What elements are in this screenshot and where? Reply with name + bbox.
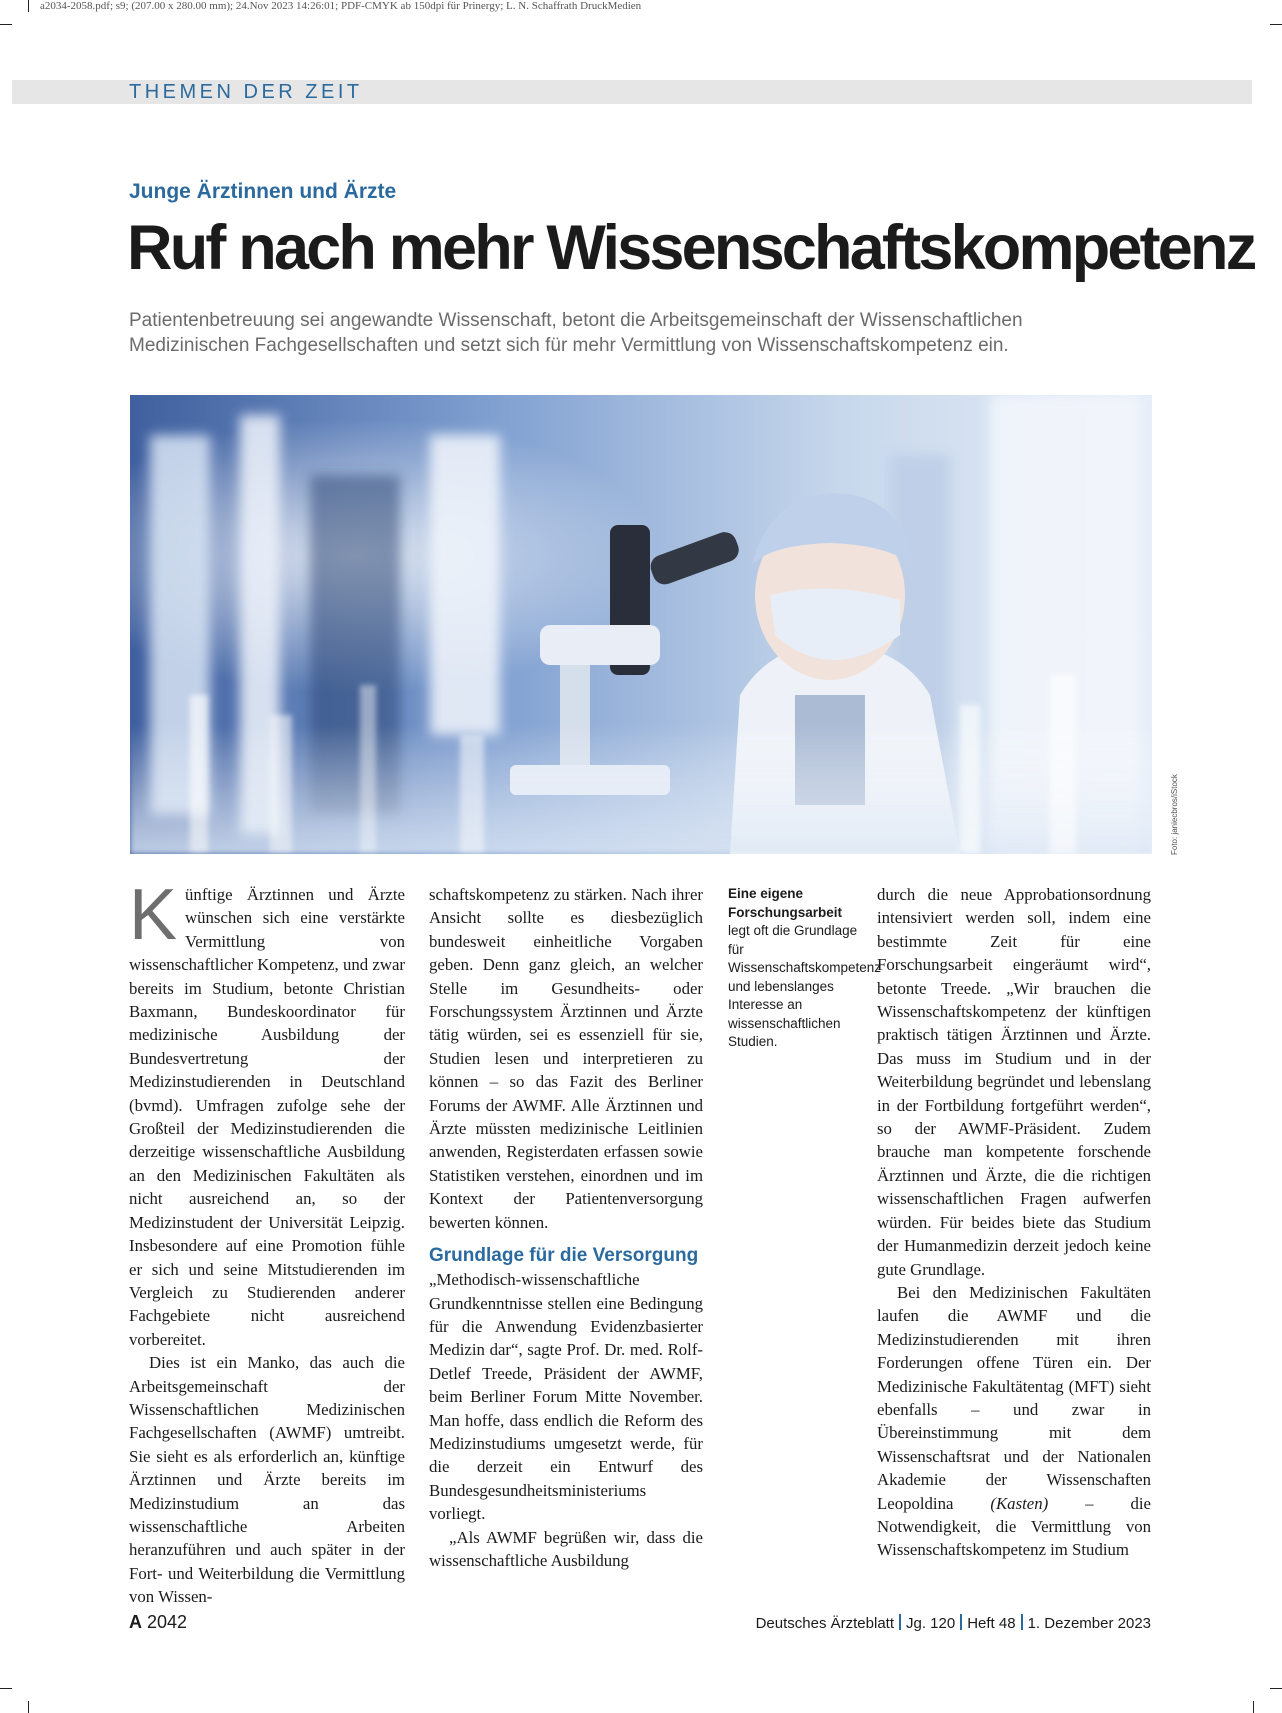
journal-issue: Heft 48 bbox=[967, 1615, 1016, 1632]
caption-text: legt oft die Grundlage für Wissenschaftskompetenz und lebenslanges Interesse an wissenschaftlichen Studien. bbox=[728, 923, 882, 1049]
print-slug: a2034-2058.pdf; s9; (207.00 x 280.00 mm); 24.Nov 2023 14:26:01; PDF-CMYK ab 150dpi für Prinergy; L. N. Schaffrath DruckMedien bbox=[40, 0, 642, 12]
body-paragraph: ünftige Ärztinnen und Ärzte wünschen sich eine verstärkte Vermittlung von wissenschaftlicher Kompetenz, und zwar bereits im Studium, betonte Christian Baxmann, Bundeskoordinator für medizinische Ausbildung der Bundesvertretung der Medizinstudierenden in Deutschland (bvmd). Umfragen zufolge sehe der Großteil der Medizinstudierenden die derzeitige wissenschaftliche Ausbildung an den Medizinischen Fakultäten als nicht ausreichend an, so der Medizinstudent der Universität Leipzig. Insbesondere auf eine Promotion fühle er sich und seine Mitstudierenden im Vergleich zu Studierenden anderer Fachgebiete nicht ausreichend vorbereitet. bbox=[129, 885, 405, 1349]
article-kicker: Junge Ärztinnen und Ärzte bbox=[129, 180, 397, 203]
section-label: THEMEN DER ZEIT bbox=[129, 81, 363, 103]
article-subhead: Grundlage für die Versorgung bbox=[429, 1245, 699, 1267]
article-column-1 bbox=[129, 875, 405, 1609]
journal-name: Deutsches Ärzteblatt bbox=[755, 1615, 894, 1632]
photo-credit: Foto: janiecbros/iStock bbox=[1170, 774, 1179, 855]
crop-mark bbox=[0, 1688, 12, 1689]
journal-volume: Jg. 120 bbox=[906, 1615, 956, 1632]
crop-mark bbox=[0, 24, 12, 25]
crop-mark bbox=[28, 1701, 29, 1713]
page-number: A 2042 bbox=[129, 1612, 188, 1632]
body-paragraph: durch die neue Approbationsordnung intensiviert werden soll, indem eine bestimmte Zeit für eine Forschungsarbeit eingeräumt wird“, betonte Treede. „Wir brauchen die Wissenschaftskompetenz der künftigen praktisch tätigen Ärztinnen und Ärzte. Das muss im Studium und in der Weiterbildung begründet und lebenslang in der Fortbildung fortgeführt werden“, so der AWMF-Präsident. Zudem brauche man kompetente forschende Ärztinnen und Ärzte, die die richtigen wissenschaftlichen Fragen aufwerfen würden. Für beides biete das Studium der Humanmedizin derzeit jedoch keine gute Grundlage. bbox=[877, 885, 1151, 1279]
article-column-3 bbox=[877, 883, 1151, 1562]
crop-mark bbox=[1270, 24, 1282, 25]
body-paragraph: Dies ist ein Manko, das auch die Arbeitsgemeinschaft der Wissenschaftlichen Medizinischen Fachgesellschaften (AWMF) umtreibt. Sie sieht es als erforderlich an, künftige Ärztinnen und Ärzte bereits im Medizinstudium an das wissenschaftliche Arbeiten heranzuführen und auch später in der Fort- und Weiterbildung die Vermittlung von Wissen- bbox=[129, 1353, 405, 1607]
journal-footer bbox=[756, 1614, 1151, 1632]
crop-mark bbox=[1270, 1688, 1282, 1689]
body-paragraph: „Methodisch-wissenschaftliche Grundkenntnisse stellen eine Bedingung für die Anwendung Evidenzbasierter Medizin dar“, sagte Prof. Dr. med. Rolf-Detlef Treede, Präsident der AWMF, beim Berliner Forum Mitte November. Man hoffe, dass endlich die Reform des Medizinstudiums umgesetzt werde, für die derzeit ein Entwurf des Bundesgesundheitsministeriums vorliegt. bbox=[429, 1270, 703, 1524]
box-reference: (Kasten) bbox=[990, 1493, 1049, 1513]
crop-mark bbox=[28, 0, 29, 12]
lab-photo bbox=[130, 395, 1152, 854]
drop-cap: K bbox=[129, 875, 178, 955]
crop-mark bbox=[1253, 1701, 1254, 1713]
journal-date: 1. Dezember 2023 bbox=[1027, 1615, 1151, 1632]
article-standfirst: Patientenbetreuung sei angewandte Wissenschaft, betont die Arbeitsgemeinschaft der Wissenschaftlichen Medizinischen Fachgesellschaften und setzt sich für mehr Vermittlung von Wissenschaftskompetenz ein. bbox=[129, 310, 1023, 356]
article-column-2 bbox=[429, 883, 703, 1572]
photo-caption bbox=[728, 885, 882, 1052]
article-headline: Ruf nach mehr Wissenschaftskompetenz bbox=[127, 213, 1255, 283]
body-paragraph: „Als AWMF begrüßen wir, dass die wissenschaftliche Ausbildung bbox=[429, 1527, 703, 1570]
body-paragraph: Bei den Medizinischen Fakultäten laufen die AWMF und die Medizinstudierenden mit ihren Forderungen offene Türen ein. Der Medizinische Fakultätentag (MFT) sieht ebenfalls – und zwar in Übereinstimmung mit dem Wissenschaftsrat und der Nationalen Akademie der Wissenschaften Leopoldina (Kasten) – die Notwendigkeit, die Vermittlung von Wissenschaftskompetenz im Studium bbox=[877, 1282, 1151, 1560]
caption-lead: Eine eigene Forschungsarbeit bbox=[728, 886, 843, 920]
body-paragraph: schaftskompetenz zu stärken. Nach ihrer Ansicht sollte es diesbezüglich bundesweit einheitliche Vorgaben geben. Denn ganz gleich, an welcher Stelle im Gesundheits- oder Forschungssystem Ärztinnen und Ärzte tätig würden, sei es essenziell für sie, Studien lesen und interpretieren zu können – so das Fazit des Berliner Forums der AWMF. Alle Ärztinnen und Ärzte müssten medizinische Leitlinien anwenden, Registerdaten erfassen sowie Statistiken verstehen, einordnen und im Kontext der Patientenversorgung bewerten können. bbox=[429, 885, 703, 1232]
